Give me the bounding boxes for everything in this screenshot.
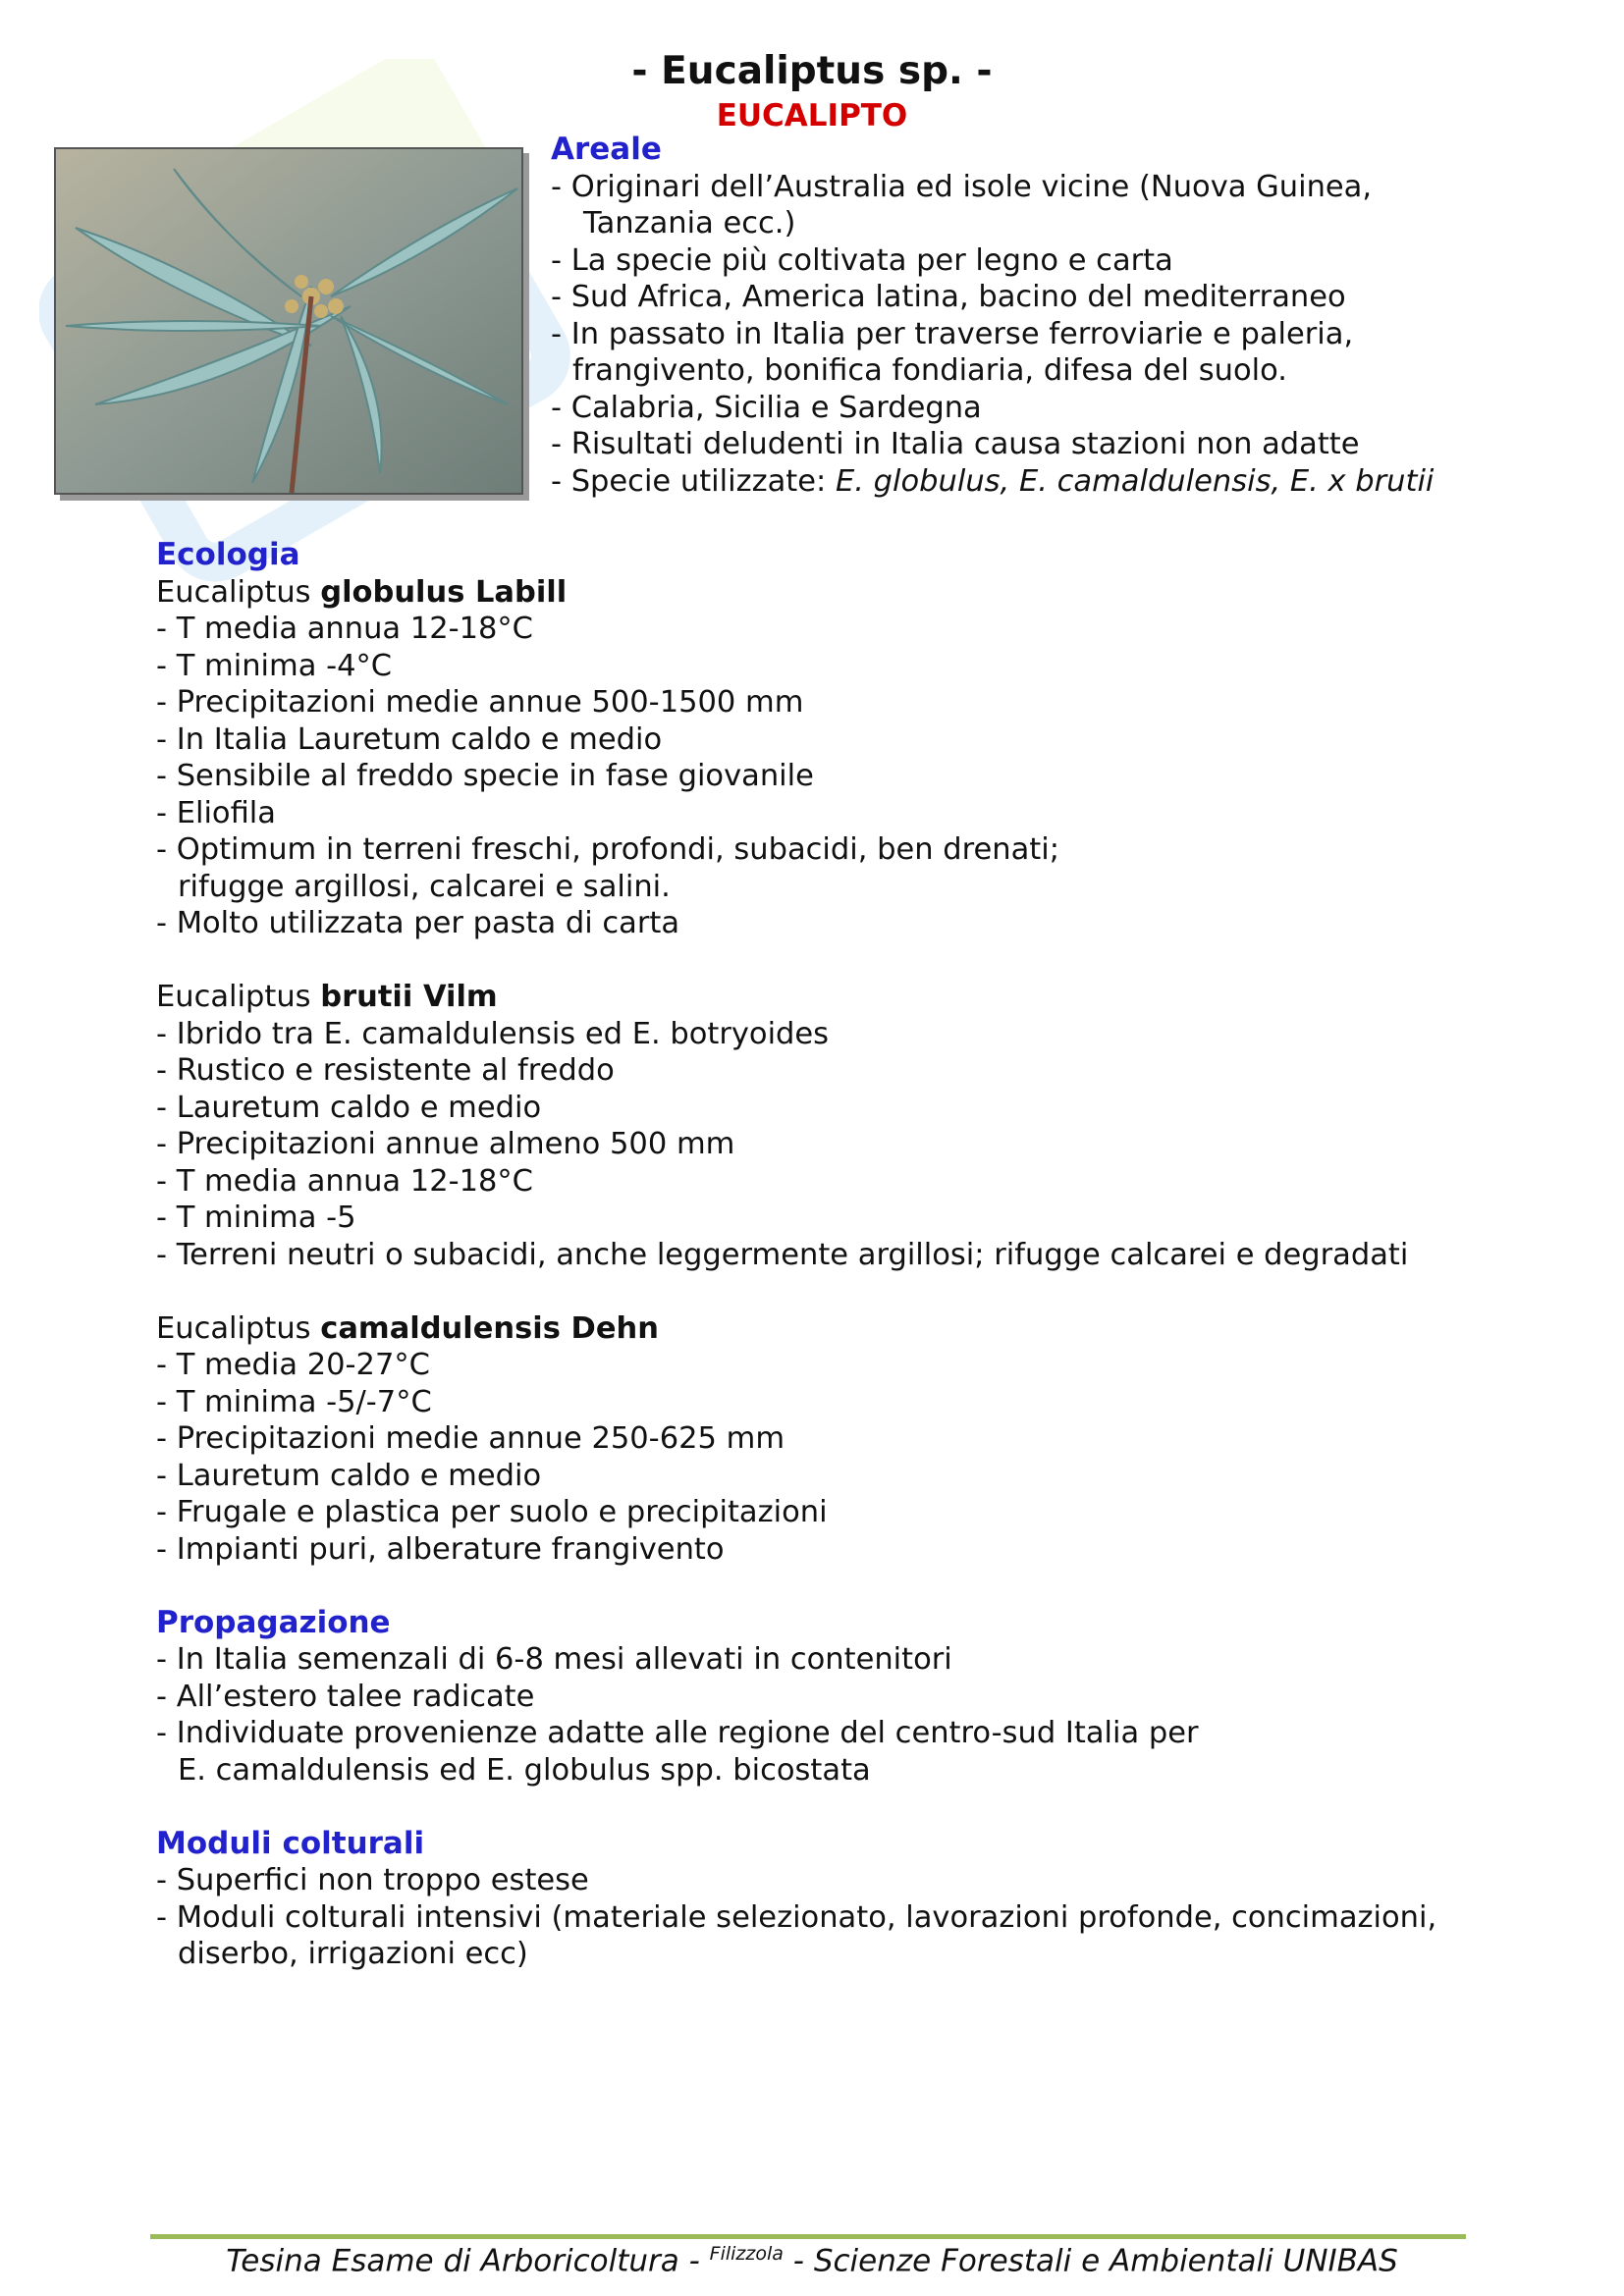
footer-right: - Scienze Forestali e Ambientali UNIBAS — [783, 2243, 1398, 2279]
ecologia-line: - Impianti puri, alberature frangivento — [156, 1531, 725, 1567]
ecologia-line: - Optimum in terreni freschi, profondi, subacidi, ben drenati; — [156, 832, 1059, 867]
species-title — [156, 574, 1531, 612]
ecologia-line: - Terreni neutri o subacidi, anche leggermente argillosi; rifugge calcarei e degradati — [156, 1237, 1409, 1272]
species-genus: Eucaliptus — [156, 980, 321, 1014]
areale-line: Tanzania ecc.) — [583, 206, 796, 240]
areale-line: - Risultati deludenti in Italia causa stazioni non adatte — [551, 427, 1360, 461]
ecologia-line: - T minima -5 — [156, 1201, 356, 1235]
species-name: globulus Labill — [320, 574, 568, 610]
species-genus: Eucaliptus — [156, 574, 321, 610]
species-name: brutii Vilm — [320, 980, 498, 1014]
ecologia-heading: Ecologia — [156, 537, 300, 572]
species-name: camaldulensis Dehn — [320, 1310, 659, 1346]
page-title: - Eucaliptus sp. - — [631, 49, 993, 93]
areale-line: - Calabria, Sicilia e Sardegna — [551, 390, 982, 425]
ecologia-line: - In Italia Lauretum caldo e medio — [156, 721, 663, 757]
moduli-heading: Moduli colturali — [156, 1825, 425, 1861]
ecologia-line: - Precipitazioni annue almeno 500 mm — [156, 1127, 735, 1161]
moduli-line: diserbo, irrigazioni ecc) — [178, 1937, 528, 1971]
ecologia-line: - Lauretum caldo e medio — [156, 1458, 542, 1493]
species-title — [156, 1310, 1531, 1348]
ecologia-line: - T minima -5/-7°C — [156, 1384, 432, 1419]
propagazione-line: - In Italia semenzali di 6-8 mesi allevati in contenitori — [156, 1642, 952, 1677]
ecologia-line: - T minima -4°C — [156, 648, 393, 683]
propagazione-line: E. camaldulensis ed E. globulus spp. bicostata — [178, 1752, 871, 1788]
areale-line: - In passato in Italia per traverse ferroviarie e paleria, — [551, 316, 1354, 351]
ecologia-line: - Precipitazioni medie annue 500-1500 mm — [156, 685, 804, 720]
areale-heading: Areale — [551, 132, 662, 167]
eucalyptus-photo — [54, 147, 523, 495]
species-title — [156, 979, 1531, 1016]
areale-line: - Originari dell’Australia ed isole vicine (Nuova Guinea, — [551, 169, 1373, 204]
footer-divider — [150, 2234, 1466, 2239]
ecologia-line: - T media 20-27°C — [156, 1348, 430, 1382]
ecologia-line: - Eliofila — [156, 795, 276, 830]
page-footer — [0, 2243, 1624, 2278]
ecologia-line: - Rustico e resistente al freddo — [156, 1053, 615, 1088]
ecologia-line: - Ibrido tra E. camaldulensis ed E. botryoides — [156, 1016, 830, 1051]
moduli-line: - Superfici non troppo estese — [156, 1863, 589, 1897]
propagazione-heading: Propagazione — [156, 1604, 391, 1640]
ecologia-line: - Precipitazioni medie annue 250-625 mm — [156, 1421, 785, 1456]
areale-line: - Sud Africa, America latina, bacino del mediterraneo — [551, 280, 1346, 314]
ecologia-line: - Frugale e plastica per suolo e precipitazioni — [156, 1495, 828, 1529]
page-subtitle: EUCALIPTO — [716, 98, 908, 133]
areale-section — [551, 132, 1592, 500]
propagazione-line: - All’estero talee radicate — [156, 1679, 535, 1714]
species-prefix: - Specie utilizzate: — [551, 463, 837, 499]
ecologia-line: - Molto utilizzata per pasta di carta — [156, 906, 680, 940]
ecologia-line: - T media annua 12-18°C — [156, 1163, 533, 1199]
footer-left: Tesina Esame di Arboricoltura - — [226, 2243, 710, 2279]
moduli-line: - Moduli colturali intensivi (materiale selezionato, lavorazioni profonde, concimazioni, — [156, 1899, 1437, 1935]
ecologia-line: - Sensibile al freddo specie in fase giovanile — [156, 759, 814, 793]
areale-species-line — [551, 463, 1592, 501]
species-genus: Eucaliptus — [156, 1310, 321, 1346]
ecologia-line: - T media annua 12-18°C — [156, 612, 533, 646]
ecologia-line: - Lauretum caldo e medio — [156, 1090, 542, 1125]
areale-line: - La specie più coltivata per legno e carta — [551, 242, 1173, 278]
areale-line: frangivento, bonifica fondiaria, difesa del suolo. — [572, 353, 1287, 388]
species-list: E. globulus, E. camaldulensis, E. x brutii — [836, 463, 1435, 499]
footer-author: Filizzola — [709, 2243, 784, 2265]
propagazione-line: - Individuate provenienze adatte alle regione del centro-sud Italia per — [156, 1716, 1199, 1750]
ecologia-line: rifugge argillosi, calcarei e salini. — [178, 869, 671, 904]
main-content — [156, 537, 1531, 1973]
